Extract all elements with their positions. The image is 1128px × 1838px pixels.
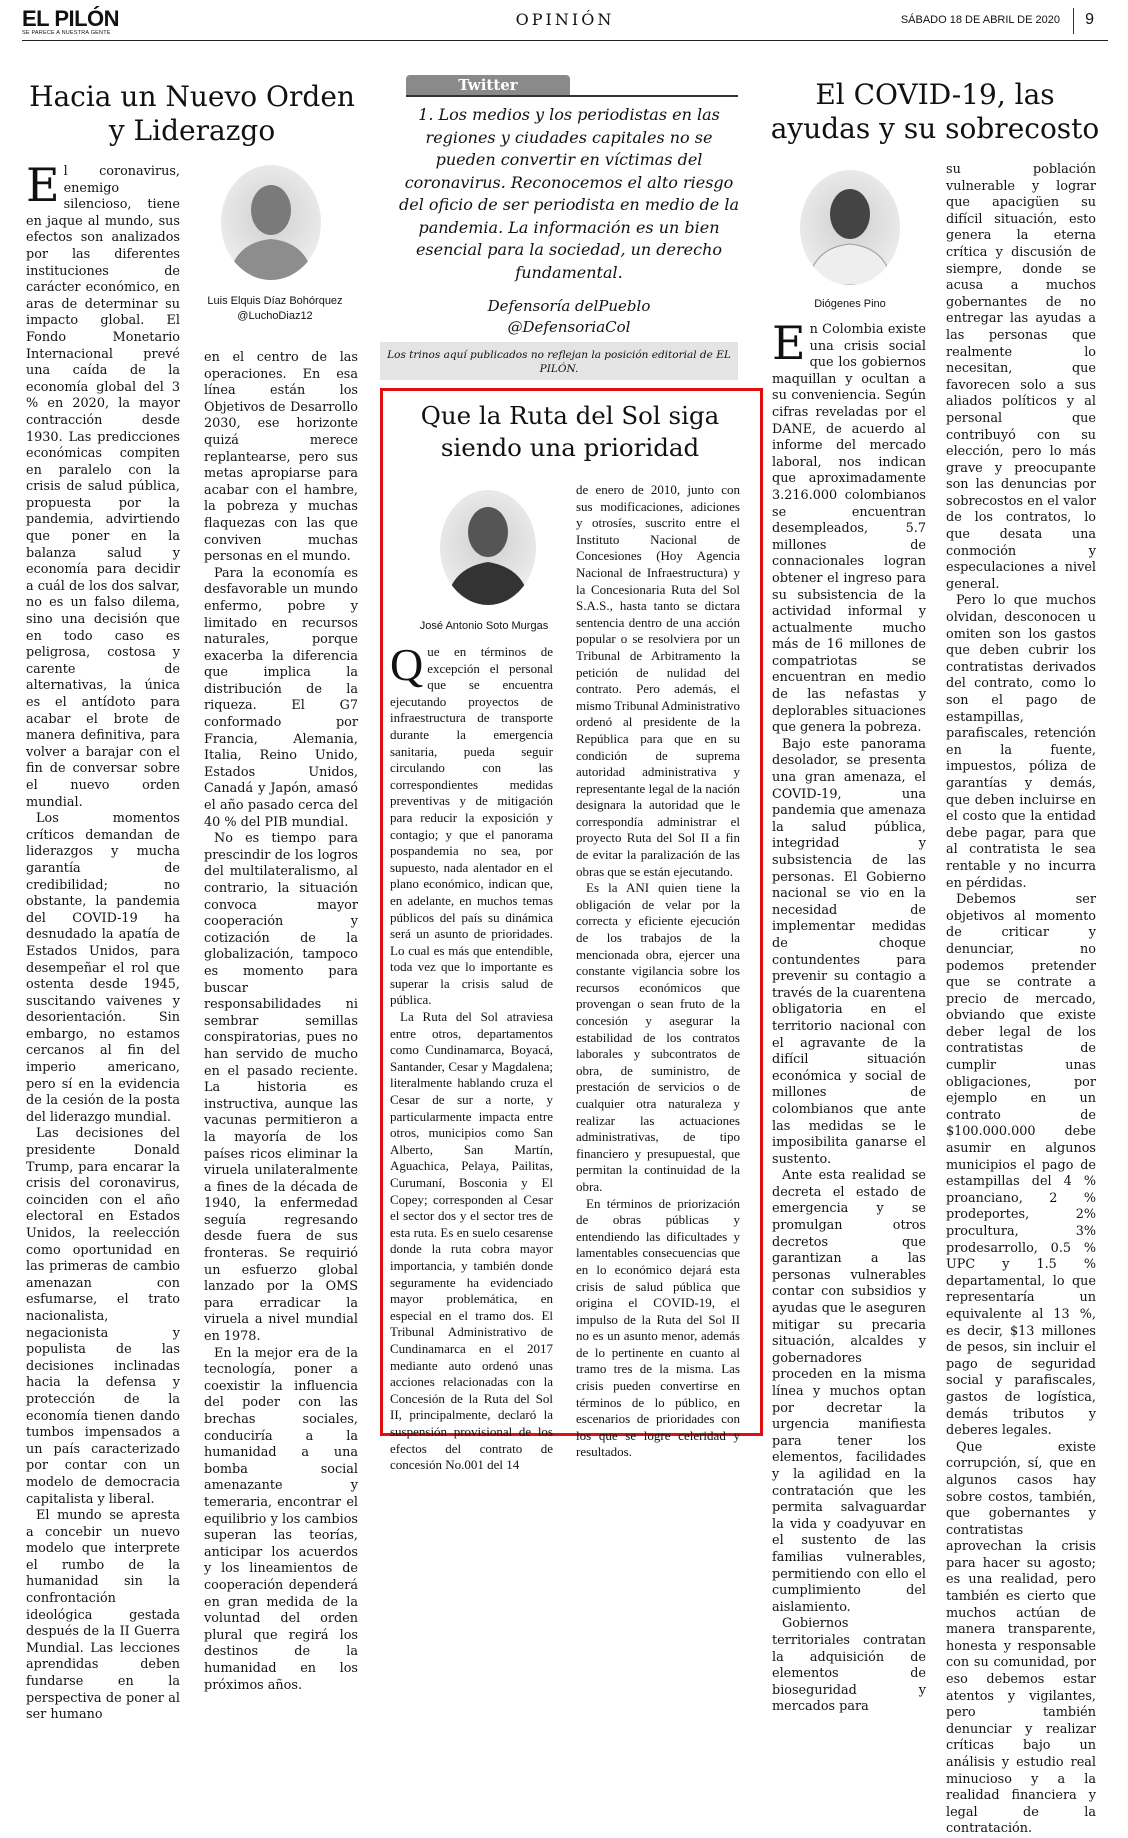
left-author-name: Luis Elquis Díaz Bohórquez [207, 295, 343, 307]
paragraph: Que existe corrupción, sí, que en algunos casos hay sobre costos, también, que gobernantes y contratistas aprovechan la crisis para hacer su agosto; es una realidad, pero también es cierto que muchos actúan de manera transparente, honesta y responsable con su comunidad, por eso debemos estar atentos y vigilantes, pero también denunciar y realizar críticas bajo un análisis y estudio real minucioso y a la realidad financiera y legal de la contratación. [946, 1439, 1096, 1837]
newspaper-logo[interactable]: EL PILÓN [22, 6, 120, 31]
masthead [22, 6, 1108, 41]
twitter-tab: Twitter [406, 75, 570, 96]
left-author-byline [200, 294, 350, 324]
twitter-disclaimer: Los trinos aquí publicados no reflejan la posición editorial de EL PILÓN. [380, 342, 738, 380]
tweet-handle[interactable]: @DefensoriaCol [507, 318, 631, 336]
center-author-name: José Antonio Soto Murgas [419, 620, 549, 632]
paragraph: Los momentos críticos demandan de liderazgos y mucha garantía de credibilidad; no obstante, la pandemia del COVID-19 ha desnudado la apatía de Estados Unidos, para desempeñar el rol que ostenta desde 1945, suscitando vaivenes y desorientación. Sin embargo, no estamos cercanos al fin del imperio americano, pero sí en la evidencia de la cesión de la posta del liderazgo mundial. [26, 811, 180, 1125]
paragraph: Para la economía es desfavorable un mundo enfermo, pobre y limitado en recursos naturales, porque exacerba la diferencia que implica la distribución de la riqueza. El G7 conformado por Francia, Alemania, Italia, Reino Unido, Estados Unidos, Canadá y Japón, amasó el año pasado cerca del 40 % del PIB mundial. [204, 565, 358, 830]
paragraph: n Colombia existe una crisis social que los gobiernos maquillan y ocultan a su conveniencia. Según cifras reveladas por el DANE, de acuerdo al informe del mercado laboral, nos indican que aproximadamente 3.216.000 colombianos se encuentran desempleados, 5.7 millones de connacionales logran obtener el ingreso para su subsistencia de la actividad informal y actualmente mucho más de 16 millones de compatriotas se encuentran en medio de las nefastas y deplorables situaciones que genera la pobreza. [772, 322, 926, 736]
paragraph: En términos de priorización de obras públicas y entendiendo las dificultades y lamentables consecuencias que en lo económico dejará esta crisis de salud pública que origina el COVID-19, el impulso de la Ruta del Sol II no es un asunto menor, además de lo pertinente en cuanto al tramo tres de la misma. Las crisis pueden convertirse en términos de lo público, en escenarios de prioridades con los que se logre celeridad y resultados. [576, 1195, 740, 1460]
left-article-column-1 [26, 158, 180, 1724]
left-article-title: Hacia un Nuevo Orden y Liderazgo [29, 80, 355, 147]
paragraph: Debemos ser objetivos al momento de criticar y denunciar, no podemos pretender que se contrate a precio de mercado, obviando que existe deber legal de los contratistas de cumplir unas obligaciones, por ejemplo en un contrato de $100.000.000 debe asumir en algunos municipios el pago de estampillas del 4 % proanciano, 2 % prodeportes, 2% procultura, 3% prodesarrollo, 0.5 % UPC y 1.5 % departamental, lo que representaría un equivalente al 13 %, es decir, $13 millones de pesos, sin incluir el pago de seguridad social y parafiscales, gastos de logística, demás tributos y deberes legales. [946, 892, 1096, 1439]
tweet-text: 1. Los medios y los periodistas en las regiones y ciudades capitales no se pueden convertir en víctimas del coronavirus. Reconocemos el alto riesgo del oficio de ser periodista en medio de la pandemia. La información es un bien esencial para la sociedad, un derecho fundamental. [399, 105, 739, 282]
person-icon [221, 165, 321, 280]
header-divider [1073, 8, 1074, 34]
paragraph: l coronavirus, enemigo silencioso, tiene en jaque al mundo, sus efectos son analizados por las diferentes instituciones de carácter económico, en aras de determinar su impacto global. El Fondo Monetario Internacional prevé una caída de la economía global del 3 % en 2020, la mayor contracción desde 1930. Las predicciones económicas compiten en paralelo con la crisis de salud pública, propuesta por la pandemia, advirtiendo que poner en la balanza salud y economía para decidir a cuál de los dos salvar, no es un falso dilema, sino una decisión que en todo caso es peligrosa, costosa y carente de alternativas, la única es el antídoto para acabar el brote de manera definitiva, para volver a barajar con el fin de conversar sobre el nuevo orden mundial. [26, 164, 180, 810]
drop-cap: Q [390, 639, 424, 690]
center-article-column-1 [390, 639, 553, 1474]
issue-date: SÁBADO 18 DE ABRIL DE 2020 [900, 14, 1060, 26]
person-icon [440, 490, 536, 605]
right-author-name: Diógenes Pino [814, 298, 886, 310]
section-title: OPINIÓN [515, 10, 615, 29]
paragraph: Ante esta realidad se decreta el estado de emergencia y se promulgan otros decretos que garantizan a las personas vulnerables contar con subsidios y ayudas que le aseguren mitigar su precaria situación, alcaldes y gobernadores proceden en la misma línea y muchos optan por decretar la urgencia manifiesta para tener los elementos, facilidades y la agilidad en la contratación que les permita salvaguardar la vida y coadyuvar en el sustento de las familias vulnerables, permitiendo con ello el cumplimiento del aislamiento. [772, 1168, 926, 1615]
author-photo-left [221, 165, 321, 280]
paragraph: de enero de 2010, junto con sus modificaciones, adiciones y otrosíes, suscrito entre el Instituto Nacional de Concesiones (Hoy Agencia Nacional de Infraestructura) y la Concesionaria Ruta del Sol S.A.S., hasta tanto se dictara sentencia dentro de una acción popular o se resolviera por un Tribunal de Arbitramento la petición de nulidad del contrato. Pero además, el mismo Tribunal Administrativo ordenó al presidente de la República para que en su condición de suprema autoridad administrativa y representante legal de la nación designara la autoridad que le correspondía administrar el proyecto Ruta del Sol II a fin de evitar la paralización de las obras que se están ejecutando. [576, 482, 740, 879]
right-article-title: El COVID-19, las ayudas y su sobrecosto [770, 78, 1100, 145]
author-photo-right [800, 170, 900, 285]
drop-cap: E [772, 316, 806, 370]
paragraph: su población vulnerable y lograr que apacigüen su difícil situación, esto genera la eterna crítica y discusión de siempre, donde se acusa a muchos gobernantes de no entregar las ayudas a las personas que realmente lo necesitan, que favorecen solo a sus aliados políticos y al personal que contribuyó con su elección, pero lo más grave y preocupante son las denuncias por sobrecostos en el valor de los contratos, lo que desata una conmoción y especulaciones a nivel general. [946, 162, 1096, 592]
page-number: 9 [1085, 11, 1094, 28]
left-author-handle[interactable]: @LuchoDiaz12 [237, 310, 313, 322]
twitter-divider [406, 95, 738, 97]
right-article-column-1 [772, 316, 926, 1716]
center-article-column-2 [576, 482, 740, 1461]
paragraph: La Ruta del Sol atraviesa entre otros, departamentos como Cundinamarca, Boyacá, Santander, Cesar y Magdalena; literalmente hablando cruza el Cesar de sur a norte, y particularmente impacta entre otros, municipios como San Alberto, San Martín, Aguachica, Pelaya, Pailitas, Curumaní, Bosconia y El Copey; corresponden al Cesar el sector dos y el sector tres de esta ruta. Es en suelo cesarense donde la ruta cobra mayor importancia, y también donde seguramente ha evidenciado mayor problemática, en especial en el tramo dos. El Tribunal Administrativo de Cundinamarca en el 2017 mediante auto ordenó unas acciones relacionadas con la Concesión de la Ruta del Sol II, principalmente, declaró la suspensión provisional de los efectos del contrato de concesión No.001 del 14 [390, 1009, 553, 1473]
tweet-signature [396, 296, 742, 338]
person-icon [800, 170, 900, 285]
right-article-column-2 [946, 162, 1096, 1838]
author-photo-center [440, 490, 536, 605]
paragraph: Las decisiones del presidente Donald Trump, para encarar la crisis del coronavirus, coinciden con el año electoral en Estados Unidos, la reelección como oportunidad en las primeras de cambio amenazan con esfumarse, el trato nacionalista, negacionista y populista de las decisiones inclinadas hacia la defensa y protección de la economía tienen dando tumbos impensados a un país caracterizado por contar con un modelo de democracia capitalista y liberal. [26, 1126, 180, 1507]
paragraph: No es tiempo para prescindir de los logros del multilateralismo, al contrario, la situación convoca mayor cooperación y cotización de la globalización, tampoco es momento para buscar responsabilidades ni sembrar semillas conspiratorias, pues no han servido de mucho en el pasado reciente. La historia es instructiva, aunque las vacunas permitieron a la mayoría de los países ricos eliminar la viruela unilateralmente a fines de la década de 1940, la enfermedad seguía regresando desde fuera de sus fronteras. Se requirió un esfuerzo global lanzado por la OMS para erradicar la viruela a nivel mundial en 1978. [204, 831, 358, 1345]
paragraph: Pero lo que muchos olvidan, desconocen u omiten son los gastos que deben cubrir los contratistas derivados del contrato, como lo son el pago de estampillas, parafiscales, retención en la fuente, impuestos, póliza de garantías y demás, que deben incluirse en el costo que la entidad debe pagar, para que al contratista le sea rentable y no incurra en pérdidas. [946, 593, 1096, 891]
paragraph: Es la ANI quien tiene la obligación de velar por la correcta y eficiente ejecución de los trabajos de la mencionada obra, ejercer una constante vigilancia sobre los recursos económicos que provengan o sean fruto de la concesión y asegurar la estabilidad de los contratos laborales y subcontratos de obra, de suministro, de prestación de servicios o de cualquier otra naturaleza y realizar las actuaciones administrativas, de tipo financiero y presupuestal, que permitan la continuidad de la obra. [576, 880, 740, 1194]
tweet-author: Defensoría delPueblo [487, 297, 651, 315]
paragraph: Bajo este panorama desolador, se presenta una gran amenaza, el COVID-19, una pandemia que amenaza la salud pública, integridad y subsistencia de las personas. El Gobierno nacional se vio en la necesidad de implementar medidas de choque contundentes para prevenir su contagio a través de la cuarentena obligatoria en el territorio nacional con el agravante de la difícil situación económica y social de millones de colombianos que ante las medidas se le imposibilita ganarse el sustento. [772, 736, 926, 1167]
drop-cap: E [26, 158, 60, 212]
paragraph: ue en términos de excepción el personal que se encuentra ejecutando proyectos de infraestructura de transporte durante la emergencia sanitaria, pueda seguir circulando con las correspondientes medidas preventivas y de mitigación para reducir la exposición y contagio; y que el panorama pospandemia no sea, por supuesto, nada alentador en el plano económico, indican que, en adelante, en muchos temas públicos del país su dinámica será un asunto de prioridades. Lo cual es más que entendible, toda vez que lo importante es superar la crisis salud de pública. [390, 644, 553, 1008]
newspaper-tagline: SE PARECE A NUESTRA GENTE [22, 30, 111, 36]
paragraph: El mundo se apresta a concebir un nuevo modelo que interprete el rumbo de la humanidad sin la confrontación ideológica gestada después de la II Guerra Mundial. Las lecciones aprendidas deben fundarse en la perspectiva de poner al ser humano [26, 1508, 180, 1723]
center-article-title: Que la Ruta del Sol siga siendo una prioridad [420, 401, 720, 462]
paragraph: Gobiernos territoriales contratan la adquisición de elementos de bioseguridad y mercados para [772, 1616, 926, 1715]
paragraph: En la mejor era de la tecnología, poner a coexistir la influencia del poder con las brechas sociales, conduciría a la humanidad a una bomba social amenazante y temeraria, encontrar el equilibrio y los cambios superan las teorías, anticipar los acuerdos y los lineamientos de cooperación dependerá en gran medida de la voluntad del orden plural que regirá los destinos de la humanidad en los próximos años. [204, 1345, 358, 1693]
paragraph: en el centro de las operaciones. En esa línea están los Objetivos de Desarrollo 2030, ese horizonte quizá merece replantearse, pero sus metas apropiarse para acabar con el hambre, la pobreza y muchas flaquezas con las que conviven muchas personas en el mundo. [204, 350, 358, 565]
left-article-column-2 [204, 350, 358, 1694]
